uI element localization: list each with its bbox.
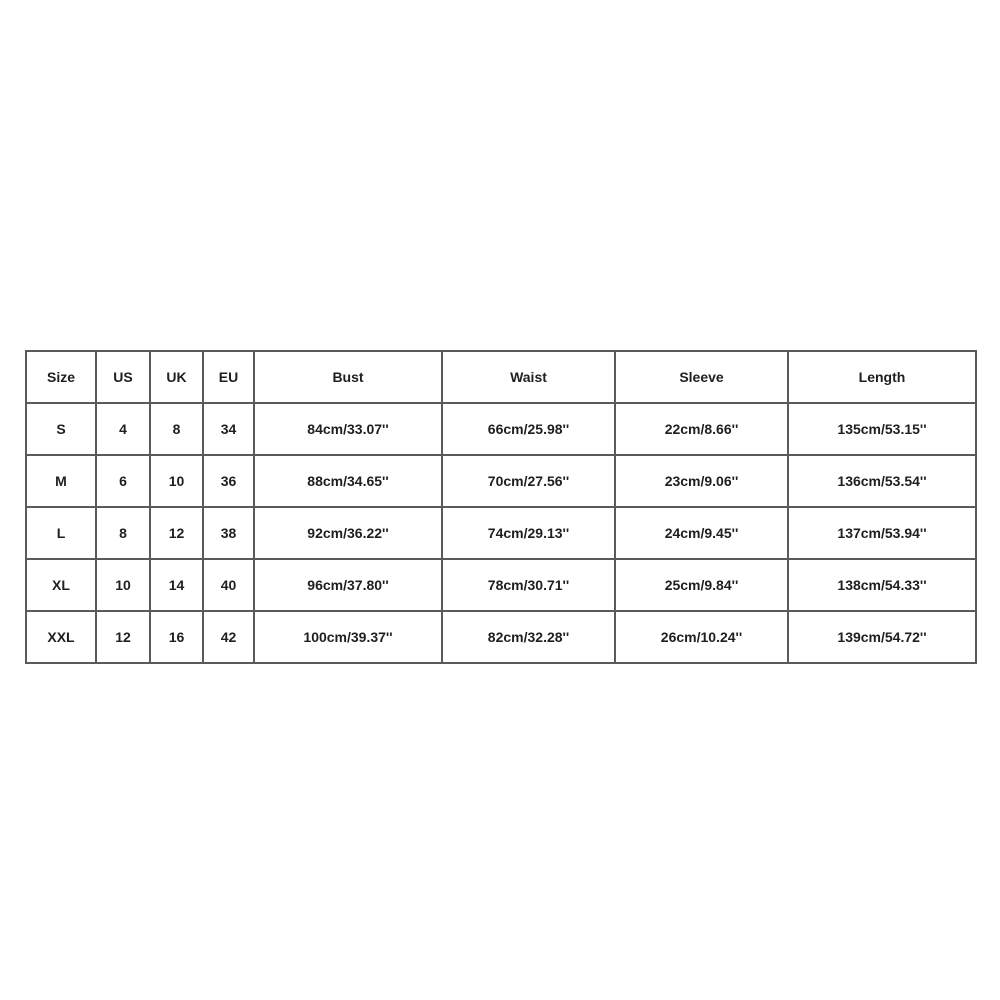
header-length: Length: [788, 351, 976, 403]
cell-size: S: [26, 403, 96, 455]
header-row: [26, 351, 976, 403]
header-uk: UK: [150, 351, 203, 403]
cell-bust: 88cm/34.65'': [254, 455, 442, 507]
size-chart-table: [25, 350, 977, 664]
cell-us: 12: [96, 611, 150, 663]
cell-eu: 36: [203, 455, 254, 507]
cell-us: 10: [96, 559, 150, 611]
cell-uk: 16: [150, 611, 203, 663]
cell-us: 8: [96, 507, 150, 559]
cell-bust: 100cm/39.37'': [254, 611, 442, 663]
cell-eu: 38: [203, 507, 254, 559]
cell-size: M: [26, 455, 96, 507]
cell-sleeve: 24cm/9.45'': [615, 507, 788, 559]
cell-sleeve: 25cm/9.84'': [615, 559, 788, 611]
cell-eu: 42: [203, 611, 254, 663]
cell-sleeve: 23cm/9.06'': [615, 455, 788, 507]
table-row: [26, 507, 976, 559]
cell-length: 138cm/54.33'': [788, 559, 976, 611]
cell-length: 135cm/53.15'': [788, 403, 976, 455]
cell-size: XXL: [26, 611, 96, 663]
cell-waist: 66cm/25.98'': [442, 403, 615, 455]
cell-waist: 82cm/32.28'': [442, 611, 615, 663]
header-size: Size: [26, 351, 96, 403]
cell-uk: 10: [150, 455, 203, 507]
cell-size: L: [26, 507, 96, 559]
table-row: [26, 403, 976, 455]
header-waist: Waist: [442, 351, 615, 403]
cell-us: 4: [96, 403, 150, 455]
cell-length: 136cm/53.54'': [788, 455, 976, 507]
cell-eu: 34: [203, 403, 254, 455]
header-bust: Bust: [254, 351, 442, 403]
header-us: US: [96, 351, 150, 403]
cell-waist: 78cm/30.71'': [442, 559, 615, 611]
cell-us: 6: [96, 455, 150, 507]
cell-sleeve: 22cm/8.66'': [615, 403, 788, 455]
header-eu: EU: [203, 351, 254, 403]
cell-uk: 14: [150, 559, 203, 611]
header-sleeve: Sleeve: [615, 351, 788, 403]
cell-bust: 84cm/33.07'': [254, 403, 442, 455]
cell-length: 139cm/54.72'': [788, 611, 976, 663]
cell-length: 137cm/53.94'': [788, 507, 976, 559]
table-row: [26, 559, 976, 611]
cell-bust: 96cm/37.80'': [254, 559, 442, 611]
cell-size: XL: [26, 559, 96, 611]
cell-waist: 70cm/27.56'': [442, 455, 615, 507]
cell-waist: 74cm/29.13'': [442, 507, 615, 559]
table-row: [26, 611, 976, 663]
cell-uk: 12: [150, 507, 203, 559]
cell-uk: 8: [150, 403, 203, 455]
table-row: [26, 455, 976, 507]
cell-eu: 40: [203, 559, 254, 611]
cell-sleeve: 26cm/10.24'': [615, 611, 788, 663]
cell-bust: 92cm/36.22'': [254, 507, 442, 559]
